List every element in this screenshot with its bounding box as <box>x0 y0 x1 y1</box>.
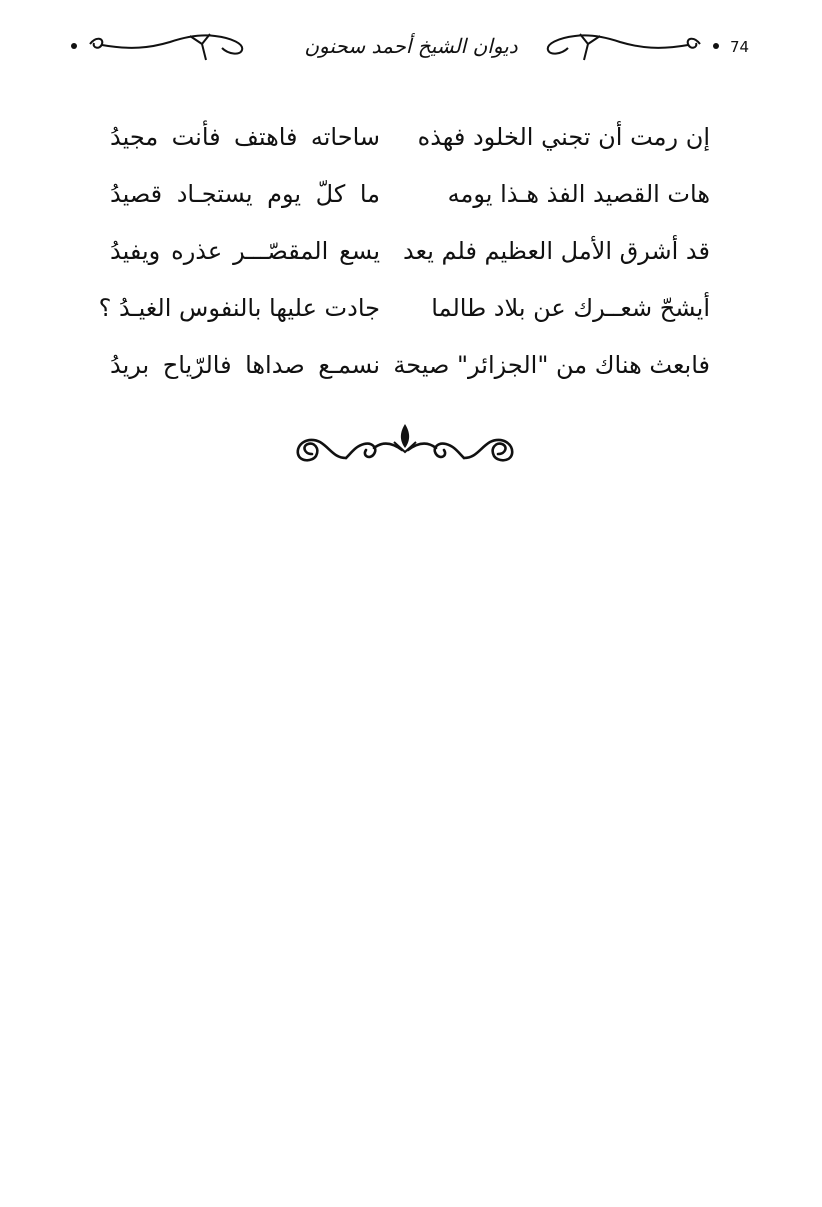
running-title: ديوان الشيخ أحمد سحنون <box>304 34 518 58</box>
verse <box>110 336 710 393</box>
verse-first-hemistich: هات القصيد الفذ هـذا يومه <box>447 179 710 208</box>
verse-second-hemistich: يسع المقصّـــر عذره ويفيدُ <box>110 236 380 265</box>
verse <box>98 279 710 336</box>
poem <box>98 108 710 393</box>
verse-second-hemistich: ساحاته فاهتف فأنت مجيدُ <box>110 122 380 151</box>
verse-first-hemistich: فابعث هناك من "الجزائر" صيحة <box>393 350 710 379</box>
verse-first-hemistich: أيشحّ شعــرك عن بلاد طالما <box>431 293 710 322</box>
verse-second-hemistich: جادت عليها بالنفوس الغيـدُ ؟ <box>98 293 380 322</box>
section-end-flourish-icon <box>290 418 520 478</box>
verse-first-hemistich: إن رمت أن تجني الخلود فهذه <box>417 122 710 151</box>
verse <box>110 222 710 279</box>
verse <box>110 108 710 165</box>
header-flourish-left-icon <box>65 30 250 66</box>
verse-second-hemistich: نسمـع صداها فالرّياح بريدُ <box>110 350 380 379</box>
verse-first-hemistich: قد أشرق الأمل العظيم فلم يعد <box>403 236 710 265</box>
verse-second-hemistich: ما كلّ يوم يستجـاد قصيدُ <box>110 179 380 208</box>
page-number: 74 <box>730 38 750 56</box>
verse <box>110 165 710 222</box>
